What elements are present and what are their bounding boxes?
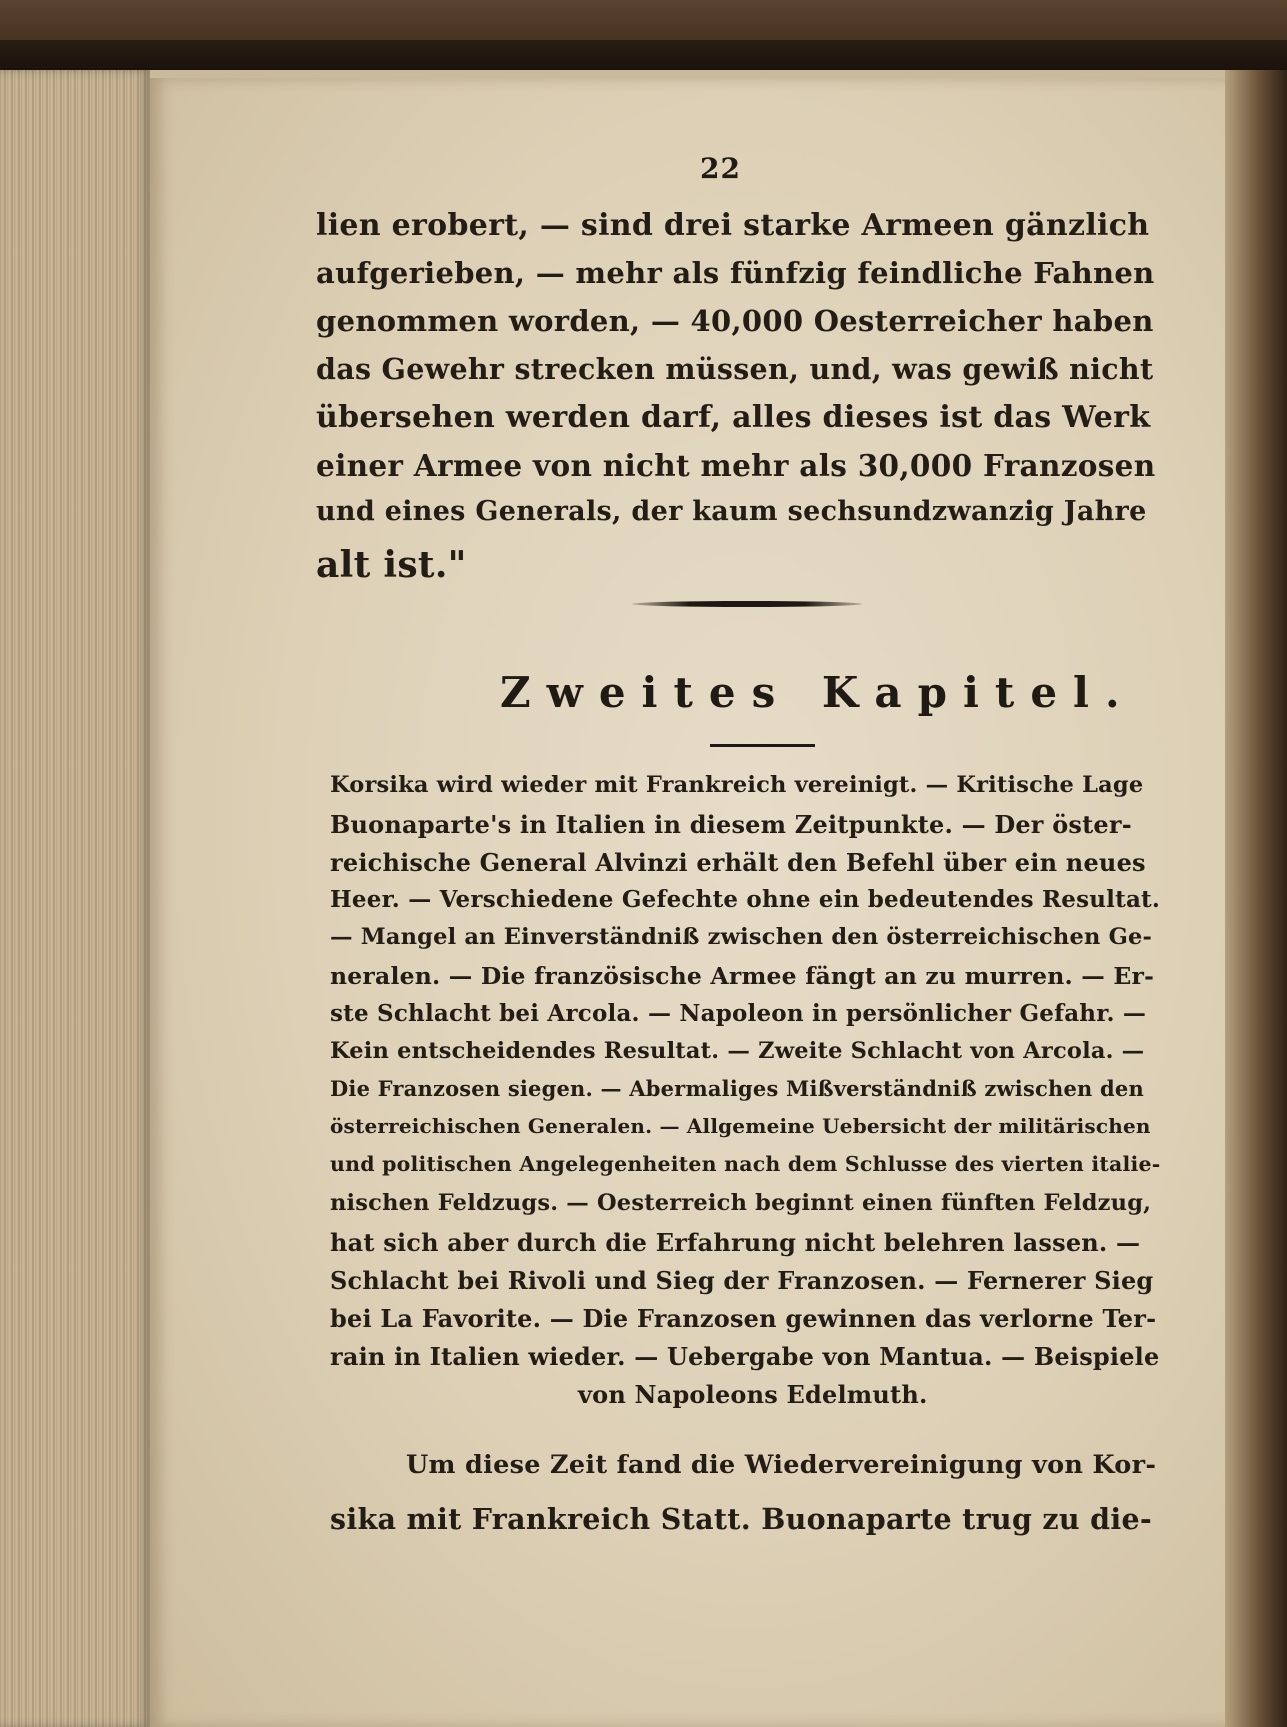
title-underline [710,744,815,747]
page-edges-left [0,70,150,1727]
summary-line-14: Schlacht bei Rivoli und Sieg der Franzosen. — Fernerer Sieg [330,1266,1154,1295]
page-number: 22 [700,152,741,185]
summary-line-11: und politischen Angelegenheiten nach dem Schlusse des vierten italie- [330,1152,1161,1176]
summary-line-15: bei La Favorite. — Die Franzosen gewinnen das verlorne Ter- [330,1304,1157,1333]
summary-line-2: Buonaparte's in Italien in diesem Zeitpunkte. — Der öster- [330,810,1132,839]
summary-line-6: neralen. — Die französische Armee fängt an zu murren. — Er- [330,962,1155,990]
summary-line-17: von Napoleons Edelmuth. [578,1380,928,1409]
summary-line-7: ste Schlacht bei Arcola. — Napoleon in persönlicher Gefahr. — [330,1000,1147,1027]
paragraph-line-3: genommen worden, — 40,000 Oesterreicher haben [316,304,1154,338]
paragraph-line-7: und eines Generals, der kaum sechsundzwanzig Jahre [316,496,1147,527]
paragraph-line-2: aufgerieben, — mehr als fünfzig feindliche Fahnen [316,256,1155,290]
book-cover-edge [0,40,1287,70]
summary-line-12: nischen Feldzugs. — Oesterreich beginnt einen fünften Feldzug, [330,1190,1152,1216]
text-line-2: sika mit Frankreich Statt. Buonaparte trug zu die- [330,1502,1153,1536]
summary-line-5: — Mangel an Einverständniß zwischen den österreichischen Ge- [330,924,1153,950]
paragraph-line-5: übersehen werden darf, alles dieses ist das Werk [316,400,1151,435]
summary-line-9: Die Franzosen siegen. — Abermaliges Mißverständniß zwischen den [330,1076,1144,1101]
summary-line-13: hat sich aber durch die Erfahrung nicht belehren lassen. — [330,1228,1141,1257]
summary-line-4: Heer. — Verschiedene Gefechte ohne ein bedeutendes Resultat. [330,886,1161,913]
summary-line-3: reichische General Alvinzi erhält den Befehl über ein neues [330,848,1146,877]
paragraph-line-8: alt ist." [316,544,467,586]
paragraph-line-1: lien erobert, — sind drei starke Armeen gänzlich [316,208,1150,243]
ornamental-divider [632,601,862,607]
summary-line-1: Korsika wird wieder mit Frankreich vereinigt. — Kritische Lage [330,772,1144,798]
text-line-1: Um diese Zeit fand die Wiedervereinigung von Kor- [406,1450,1157,1480]
paragraph-line-6: einer Armee von nicht mehr als 30,000 Franzosen [316,448,1156,483]
summary-line-16: rain in Italien wieder. — Uebergabe von Mantua. — Beispiele [330,1342,1160,1371]
summary-line-8: Kein entscheidendes Resultat. — Zweite Schlacht von Arcola. — [330,1038,1145,1064]
summary-line-10: österreichischen Generalen. — Allgemeine Uebersicht der militärischen [330,1114,1151,1138]
page-edge-right [1225,70,1287,1727]
chapter-title: Zweites Kapitel. [500,668,1136,717]
paragraph-line-4: das Gewehr strecken müssen, und, was gewiß nicht [316,352,1154,386]
